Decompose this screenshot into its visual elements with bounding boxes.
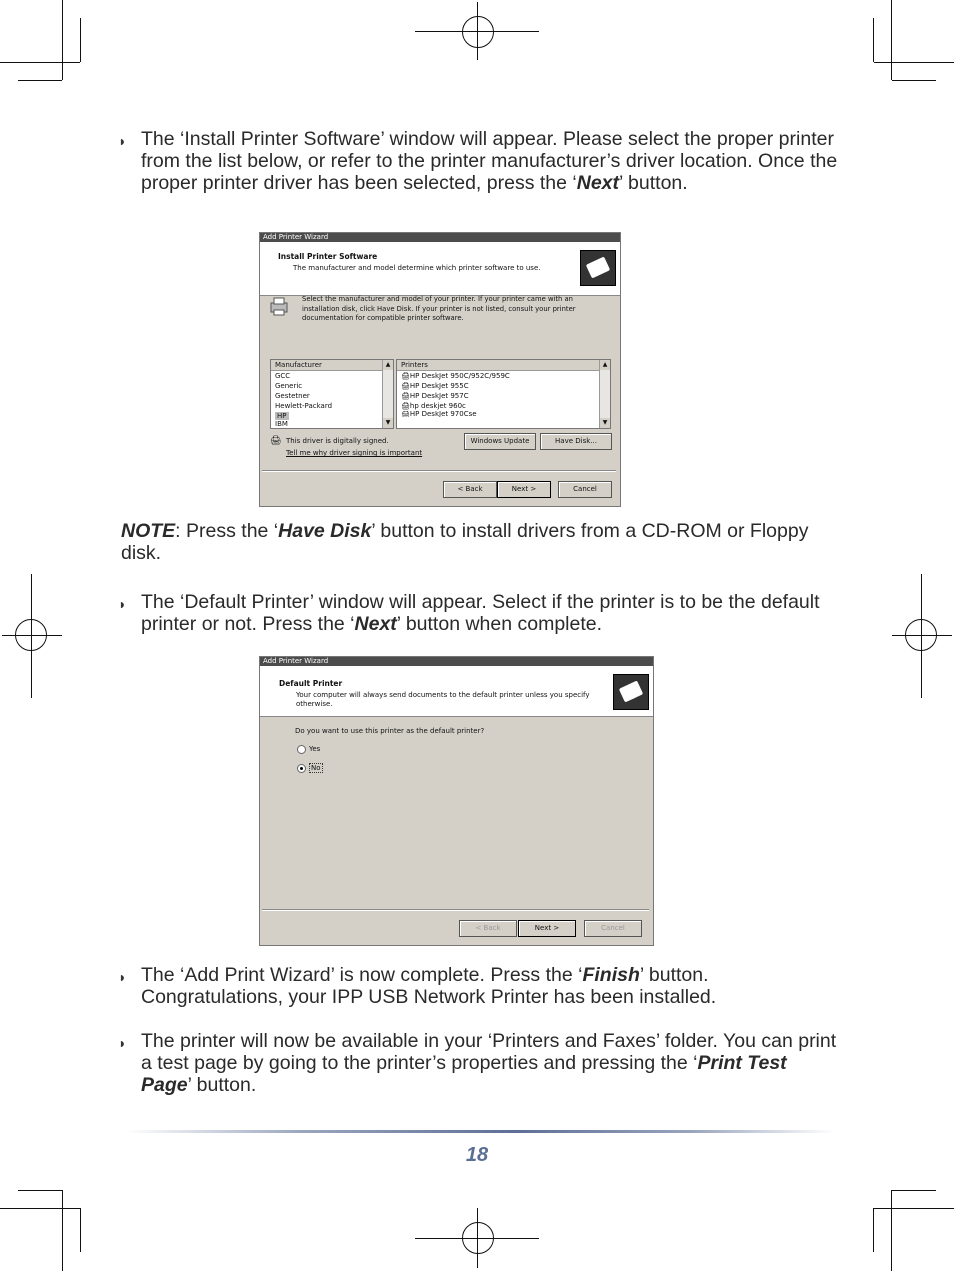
footer-rule <box>125 1130 835 1133</box>
list-item[interactable]: 🖨hp deskjet 960c <box>401 402 466 410</box>
back-button[interactable]: < Back <box>459 920 517 937</box>
yes-radio[interactable] <box>297 745 306 754</box>
list-item[interactable]: 🖨HP DeskJet 970Cse <box>401 411 477 417</box>
bullet-icon: ◗ <box>118 133 127 149</box>
list-item[interactable]: Hewlett-Packard <box>275 402 333 410</box>
dialog-header <box>260 666 653 717</box>
printer-small-icon <box>268 295 290 317</box>
divider <box>262 909 649 911</box>
step-4-text: The printer will now be available in your ‘Printers and Faxes’ folder. You can print a test page by going to the printer’s properties and pressing the ‘Print Test Page’ button. <box>141 1030 837 1096</box>
manufacturer-header: Manufacturer <box>271 360 393 371</box>
printers-header: Printers <box>397 360 610 371</box>
install-printer-software-dialog <box>259 232 621 507</box>
scrollbar[interactable] <box>599 360 610 428</box>
next-button[interactable]: Next > <box>497 481 551 498</box>
printers-list[interactable] <box>396 359 611 429</box>
have-disk-button[interactable]: Have Disk... <box>540 433 612 450</box>
list-item[interactable]: 🖨HP DeskJet 955C <box>401 382 469 390</box>
bullet-icon: ◗ <box>118 596 127 612</box>
next-button[interactable]: Next > <box>518 920 576 937</box>
printer-icon <box>613 674 649 710</box>
scrollbar[interactable] <box>382 360 393 428</box>
list-item-selected[interactable]: HP <box>277 412 287 420</box>
default-printer-dialog <box>259 656 654 946</box>
bullet-icon: ◗ <box>118 1035 127 1051</box>
default-question: Do you want to use this printer as the default printer? <box>295 727 485 735</box>
page-number: 18 <box>465 1144 489 1166</box>
signed-driver-text: This driver is digitally signed. <box>286 437 389 445</box>
bullet-icon: ◗ <box>118 969 127 985</box>
dialog-heading: Default Printer <box>279 679 343 688</box>
step-3-text: The ‘Add Print Wizard’ is now complete. Press the ‘Finish’ button. Congratulations, your IPP USB Network Printer has been installed. <box>141 964 717 1008</box>
have-disk-emphasis: Have Disk <box>278 520 372 542</box>
list-item[interactable]: IBM <box>275 421 288 427</box>
note-text: NOTE: Press the ‘Have Disk’ button to install drivers from a CD-ROM or Floppy disk. <box>121 520 809 564</box>
list-item[interactable]: GCC <box>275 372 291 380</box>
finish-emphasis: Finish <box>582 964 640 986</box>
list-item-selected[interactable]: 🖨HP DeskJet 950C/952C/959C <box>401 372 510 380</box>
list-item[interactable]: Generic <box>275 382 303 390</box>
dialog-title: Add Printer Wizard <box>260 233 620 242</box>
no-label: No <box>311 764 321 772</box>
back-button[interactable]: < Back <box>443 481 497 498</box>
dialog-header <box>260 242 620 296</box>
dialog-heading: Install Printer Software <box>278 252 378 261</box>
list-item[interactable]: Gestetner <box>275 392 310 400</box>
no-radio[interactable] <box>297 764 306 773</box>
list-item[interactable]: 🖨HP DeskJet 957C <box>401 392 469 400</box>
manufacturer-list[interactable] <box>270 359 394 429</box>
dialog-subheading: Your computer will always send documents to the default printer unless you specify otherwise. <box>296 691 590 708</box>
dialog-title: Add Printer Wizard <box>260 657 653 666</box>
next-emphasis: Next <box>576 172 620 194</box>
note-label: NOTE <box>121 520 176 542</box>
dialog-subheading: The manufacturer and model determine which printer software to use. <box>293 264 541 272</box>
step-1-text: The ‘Install Printer Software’ window will appear. Please select the proper printer from the list below, or refer to the printer manufacturer’s driver location. Once the proper printer driver has been selected, press the ‘Next’ button. <box>141 128 838 194</box>
cancel-button[interactable]: Cancel <box>558 481 612 498</box>
dialog-instructions: Select the manufacturer and model of your printer. If your printer came with an installation disk, click Have Disk. If your printer is not listed, consult your printer documentation for compatible printer software. <box>302 295 576 322</box>
step-2-text: The ‘Default Printer’ window will appear. Select if the printer is to be the default printer or not. Press the ‘Next’ button when complete. <box>141 591 820 635</box>
next-emphasis: Next <box>354 613 397 635</box>
windows-update-button[interactable]: Windows Update <box>464 433 536 450</box>
divider <box>262 470 616 472</box>
printer-icon <box>580 250 616 286</box>
signed-driver-icon: 🖨 <box>270 436 282 446</box>
print-test-page-emphasis: Print Test Page <box>141 1052 787 1096</box>
cancel-button[interactable]: Cancel <box>584 920 642 937</box>
yes-label: Yes <box>309 745 321 753</box>
driver-signing-link[interactable]: Tell me why driver signing is important <box>286 449 423 457</box>
